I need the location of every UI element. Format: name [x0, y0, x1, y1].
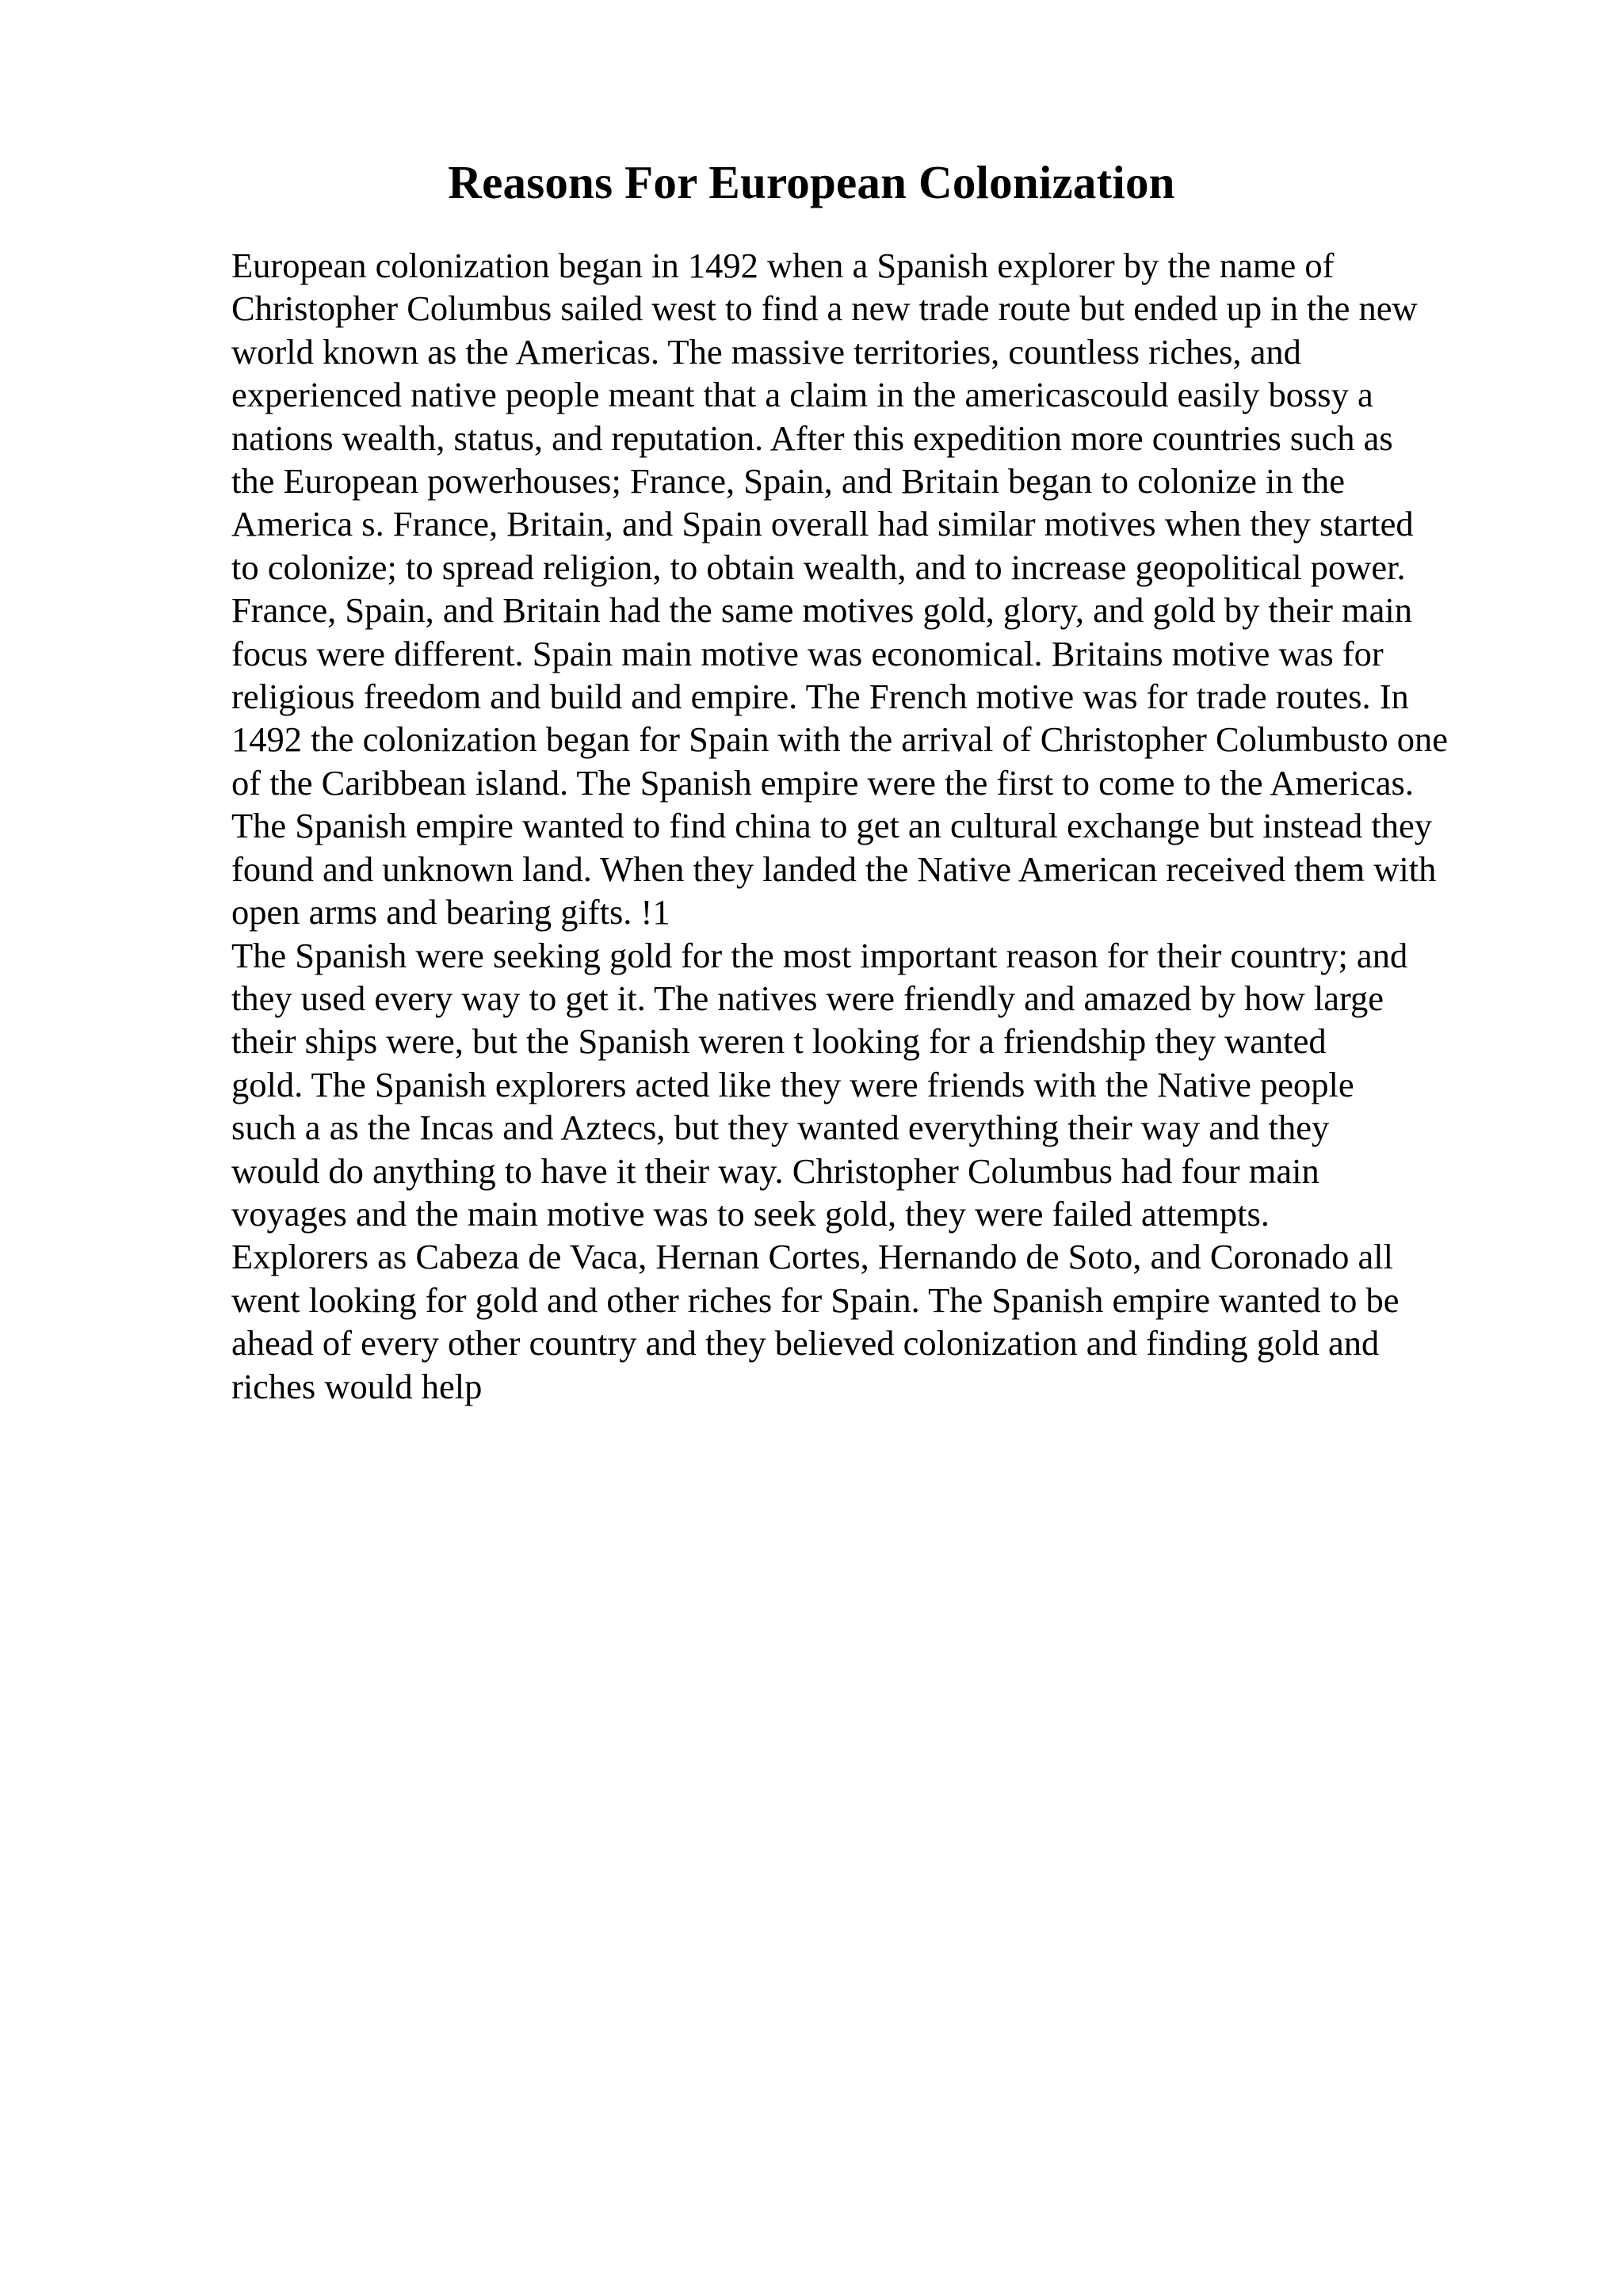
- text-line: voyages and the main motive was to seek gold, they were failed attempts.: [231, 1193, 1270, 1234]
- text-line: The Spanish were seeking gold for the most important reason for their country; and: [231, 935, 1408, 975]
- text-line: found and unknown land. When they landed the Native American received them with: [231, 849, 1437, 889]
- text-line: Christopher Columbus sailed west to find a new trade route but ended up in the new: [231, 288, 1418, 329]
- text-line: they used every way to get it. The natives were friendly and amazed by how large: [231, 978, 1384, 1018]
- text-line: such a as the Incas and Aztecs, but they wanted everything their way and they: [231, 1108, 1330, 1148]
- text-line: France, Spain, and Britain had the same motives gold, glory, and gold by their main: [231, 590, 1413, 631]
- document-title: Reasons For European Colonization: [448, 156, 1175, 208]
- text-line: European colonization began in 1492 when a Spanish explorer by the name of: [231, 246, 1335, 285]
- text-line: world known as the Americas. The massive territories, countless riches, and: [231, 331, 1301, 372]
- text-line: open arms and bearing gifts. !1: [231, 892, 670, 933]
- text-line: to colonize; to spread religion, to obtain wealth, and to increase geopolitical power.: [231, 547, 1406, 587]
- text-line: the European powerhouses; France, Spain, and Britain began to colonize in the: [231, 461, 1346, 502]
- text-line: riches would help: [231, 1366, 483, 1406]
- text-line: would do anything to have it their way. Christopher Columbus had four main: [231, 1150, 1319, 1191]
- text-line: focus were different. Spain main motive was economical. Britains motive was for: [231, 633, 1384, 673]
- text-line: 1492 the colonization began for Spain with the arrival of Christopher Columbusto one: [231, 719, 1448, 760]
- text-line: The Spanish empire wanted to find china to get an cultural exchange but instead they: [231, 806, 1432, 846]
- text-line: experienced native people meant that a claim in the americascould easily bossy a: [231, 375, 1373, 415]
- text-line: went looking for gold and other riches for Spain. The Spanish empire wanted to be: [231, 1280, 1400, 1320]
- document-body: [231, 244, 1579, 1408]
- text-line: of the Caribbean island. The Spanish empire were the first to come to the Americas.: [231, 762, 1414, 803]
- text-line: America s. France, Britain, and Spain overall had similar motives when they started: [231, 504, 1414, 544]
- text-line: their ships were, but the Spanish weren t looking for a friendship they wanted: [231, 1021, 1327, 1062]
- text-line: Explorers as Cabeza de Vaca, Hernan Cortes, Hernando de Soto, and Coronado all: [231, 1237, 1393, 1277]
- text-line: nations wealth, status, and reputation. After this expedition more countries such as: [231, 418, 1393, 458]
- text-line: ahead of every other country and they believed colonization and finding gold and: [231, 1323, 1380, 1363]
- text-line: gold. The Spanish explorers acted like they were friends with the Native people: [231, 1064, 1354, 1104]
- text-line: religious freedom and build and empire. The French motive was for trade routes. In: [231, 677, 1409, 717]
